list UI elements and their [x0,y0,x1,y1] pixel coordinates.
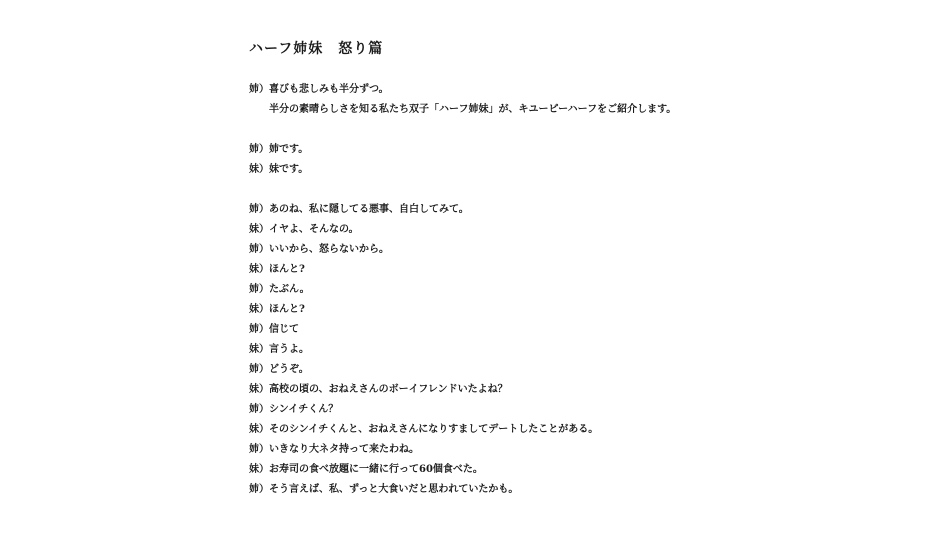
dialogue-line [249,480,909,500]
dialogue-line [249,280,909,300]
dialogue-text: 言うよ。 [269,344,309,355]
speaker-label: 姉） [249,144,269,155]
paragraph-spacer [249,180,909,200]
speaker-label: 姉） [249,244,269,255]
dialogue-text: イヤよ、そんなの。 [269,224,359,235]
dialogue-text: そのシンイチくんと、おねえさんになりすましてデートしたことがある。 [269,424,599,435]
dialogue-line [249,460,909,480]
dialogue-text: 半分の素晴らしさを知る私たち双子「ハーフ姉妹」が、キユーピーハーフをご紹介します。 [269,104,677,115]
dialogue-line [249,420,909,440]
dialogue-text: そう言えば、私、ずっと大食いだと思われていたかも。 [269,484,519,495]
speaker-label [249,100,269,120]
speaker-label: 妹） [249,464,269,475]
speaker-label: 姉） [249,84,269,95]
paragraph-spacer [249,120,909,140]
dialogue-line [249,80,909,100]
page-title: ハーフ姉妹 怒り篇 [249,41,384,57]
dialogue-text: ほんと? [269,264,305,275]
dialogue-text: お寿司の食べ放題に一緒に行って60個食べた。 [269,464,483,475]
dialogue-text: たぶん。 [269,284,310,295]
speaker-label: 姉） [249,284,269,295]
dialogue-text: どうぞ。 [269,364,309,375]
dialogue-line [249,260,909,280]
dialogue-line [249,360,909,380]
dialogue-text: いいから、怒らないから。 [269,244,389,255]
speaker-label: 妹） [249,384,269,395]
dialogue-line [249,400,909,420]
dialogue-text: あのね、私に隠してる悪事、自白してみて。 [269,204,469,215]
dialogue-text: 喜びも悲しみも半分ずつ。 [269,84,389,95]
dialogue-line [249,340,909,360]
speaker-label: 妹） [249,224,269,235]
speaker-label: 妹） [249,164,269,175]
dialogue-script [249,80,909,500]
speaker-label: 姉） [249,204,269,215]
speaker-label: 妹） [249,264,269,275]
dialogue-line [249,200,909,220]
speaker-label: 姉） [249,404,269,415]
speaker-label: 妹） [249,344,269,355]
speaker-label: 姉） [249,364,269,375]
dialogue-line [249,220,909,240]
dialogue-text: シンイチくん？ [269,404,339,415]
dialogue-text: 姉です。 [269,144,309,155]
speaker-label: 妹） [249,304,269,315]
dialogue-line [249,380,909,400]
speaker-label: 姉） [249,444,269,455]
dialogue-line [249,100,909,120]
dialogue-text: ほんと? [269,304,305,315]
dialogue-line [249,140,909,160]
dialogue-line [249,160,909,180]
dialogue-text: いきなり大ネタ持って来たわね。 [269,444,419,455]
dialogue-line [249,240,909,260]
speaker-label: 姉） [249,484,269,495]
dialogue-line [249,300,909,320]
dialogue-line [249,440,909,460]
dialogue-text: 高校の頃の、おねえさんのボーイフレンドいたよね？ [269,384,508,395]
speaker-label: 姉） [249,324,269,335]
dialogue-line [249,320,909,340]
dialogue-text: 妹です。 [269,164,309,175]
dialogue-text: 信じて [269,324,299,335]
speaker-label: 妹） [249,424,269,435]
